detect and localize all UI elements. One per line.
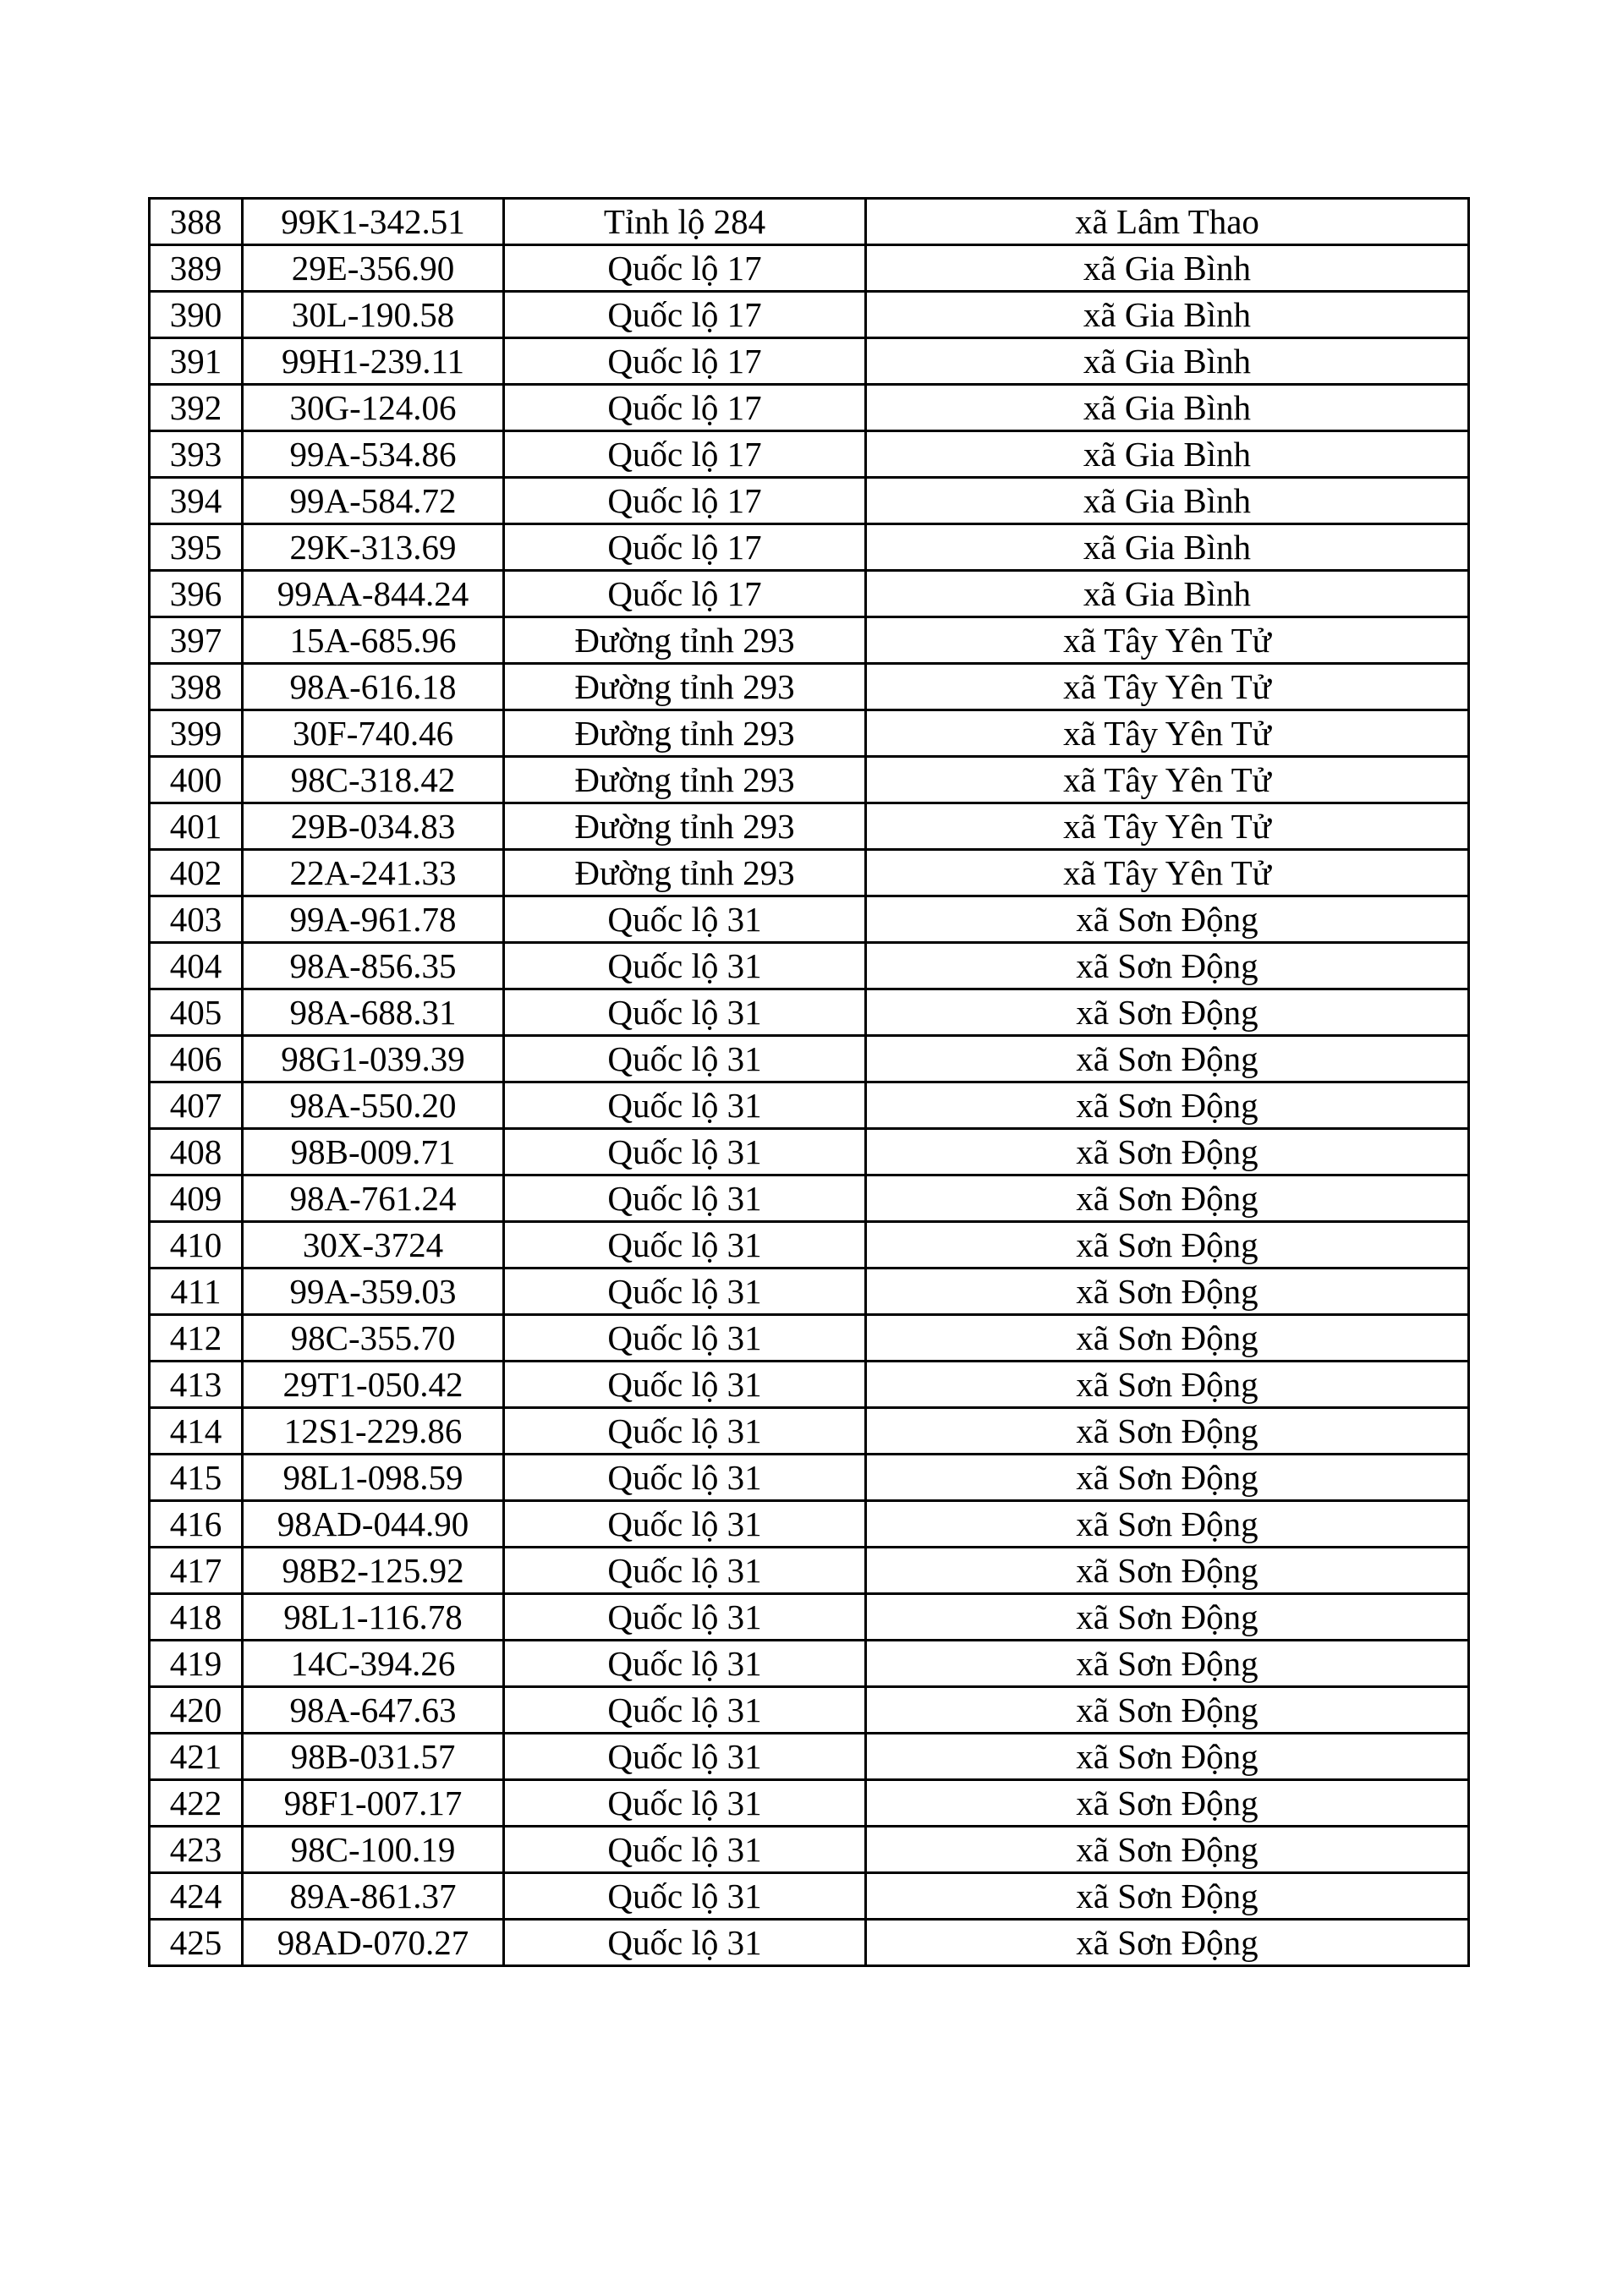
location-cell: xã Sơn Động [866,1362,1469,1408]
location-cell: xã Tây Yên Tử [866,803,1469,850]
row-number-cell: 397 [150,617,243,664]
license-plate-cell: 99A-359.03 [243,1269,504,1315]
row-number-cell: 408 [150,1129,243,1175]
location-cell: xã Tây Yên Tử [866,850,1469,896]
license-plate-cell: 29K-313.69 [243,524,504,571]
license-plate-cell: 89A-861.37 [243,1873,504,1920]
license-plate-cell: 12S1-229.86 [243,1408,504,1455]
license-plate-cell: 30F-740.46 [243,710,504,757]
road-cell: Quốc lộ 31 [504,1873,866,1920]
table-row [150,850,1469,896]
road-cell: Quốc lộ 17 [504,478,866,524]
license-plate-cell: 98G1-039.39 [243,1036,504,1082]
road-cell: Quốc lộ 31 [504,1920,866,1966]
road-cell: Quốc lộ 31 [504,1222,866,1269]
table-row [150,524,1469,571]
license-plate-cell: 98AD-070.27 [243,1920,504,1966]
location-cell: xã Sơn Động [866,1082,1469,1129]
location-cell: xã Sơn Động [866,1641,1469,1687]
row-number-cell: 415 [150,1455,243,1501]
road-cell: Quốc lộ 17 [504,571,866,617]
license-plate-cell: 29E-356.90 [243,245,504,292]
road-cell: Quốc lộ 31 [504,1269,866,1315]
road-cell: Quốc lộ 31 [504,1175,866,1222]
location-cell: xã Sơn Động [866,1222,1469,1269]
license-plate-cell: 98A-688.31 [243,989,504,1036]
row-number-cell: 389 [150,245,243,292]
location-cell: xã Sơn Động [866,1920,1469,1966]
row-number-cell: 411 [150,1269,243,1315]
road-cell: Quốc lộ 31 [504,896,866,943]
location-cell: xã Sơn Động [866,1129,1469,1175]
license-plate-cell: 98A-550.20 [243,1082,504,1129]
table-row [150,1036,1469,1082]
location-cell: xã Gia Bình [866,431,1469,478]
license-plate-cell: 99A-584.72 [243,478,504,524]
table-row [150,617,1469,664]
table-row [150,1362,1469,1408]
location-cell: xã Sơn Động [866,1501,1469,1548]
table-row [150,1780,1469,1827]
table-row [150,1455,1469,1501]
table-row [150,1920,1469,1966]
row-number-cell: 419 [150,1641,243,1687]
table-row [150,803,1469,850]
license-plate-cell: 14C-394.26 [243,1641,504,1687]
row-number-cell: 390 [150,292,243,338]
license-plate-cell: 99A-534.86 [243,431,504,478]
table-row [150,245,1469,292]
location-cell: xã Sơn Động [866,943,1469,989]
table-row [150,1269,1469,1315]
row-number-cell: 395 [150,524,243,571]
location-cell: xã Gia Bình [866,292,1469,338]
road-cell: Quốc lộ 31 [504,1780,866,1827]
road-cell: Quốc lộ 17 [504,292,866,338]
location-cell: xã Lâm Thao [866,199,1469,245]
row-number-cell: 412 [150,1315,243,1362]
location-cell: xã Sơn Động [866,1827,1469,1873]
row-number-cell: 425 [150,1920,243,1966]
row-number-cell: 393 [150,431,243,478]
table-row [150,1594,1469,1641]
table-row [150,431,1469,478]
road-cell: Đường tỉnh 293 [504,850,866,896]
license-plate-cell: 22A-241.33 [243,850,504,896]
row-number-cell: 400 [150,757,243,803]
license-plate-cell: 98C-355.70 [243,1315,504,1362]
road-cell: Quốc lộ 31 [504,1408,866,1455]
location-cell: xã Sơn Động [866,1036,1469,1082]
row-number-cell: 413 [150,1362,243,1408]
license-plate-cell: 98AD-044.90 [243,1501,504,1548]
location-cell: xã Sơn Động [866,1687,1469,1734]
road-cell: Tỉnh lộ 284 [504,199,866,245]
table-row [150,385,1469,431]
license-plate-cell: 30G-124.06 [243,385,504,431]
table-row [150,1734,1469,1780]
table-row [150,1175,1469,1222]
road-cell: Quốc lộ 31 [504,1594,866,1641]
license-plate-cell: 98C-100.19 [243,1827,504,1873]
table-row [150,1548,1469,1594]
table-row [150,571,1469,617]
row-number-cell: 422 [150,1780,243,1827]
location-cell: xã Sơn Động [866,1734,1469,1780]
table-row [150,664,1469,710]
road-cell: Quốc lộ 31 [504,1548,866,1594]
row-number-cell: 391 [150,338,243,385]
road-cell: Quốc lộ 31 [504,1687,866,1734]
road-cell: Đường tỉnh 293 [504,664,866,710]
table-row [150,1408,1469,1455]
table-row [150,1129,1469,1175]
row-number-cell: 401 [150,803,243,850]
table-row [150,989,1469,1036]
table-row [150,1082,1469,1129]
road-cell: Quốc lộ 31 [504,1501,866,1548]
location-cell: xã Gia Bình [866,338,1469,385]
road-cell: Quốc lộ 31 [504,989,866,1036]
table-row [150,1873,1469,1920]
license-plate-cell: 98L1-116.78 [243,1594,504,1641]
table-row [150,943,1469,989]
row-number-cell: 423 [150,1827,243,1873]
row-number-cell: 417 [150,1548,243,1594]
location-cell: xã Tây Yên Tử [866,664,1469,710]
license-plate-cell: 98A-856.35 [243,943,504,989]
location-cell: xã Gia Bình [866,524,1469,571]
table-row [150,1687,1469,1734]
location-cell: xã Gia Bình [866,478,1469,524]
row-number-cell: 404 [150,943,243,989]
license-plate-cell: 98A-647.63 [243,1687,504,1734]
row-number-cell: 403 [150,896,243,943]
row-number-cell: 398 [150,664,243,710]
road-cell: Quốc lộ 31 [504,1455,866,1501]
license-plate-cell: 30L-190.58 [243,292,504,338]
location-cell: xã Sơn Động [866,1594,1469,1641]
row-number-cell: 388 [150,199,243,245]
road-cell: Quốc lộ 31 [504,1641,866,1687]
road-cell: Quốc lộ 31 [504,1827,866,1873]
road-cell: Quốc lộ 31 [504,1036,866,1082]
license-plate-cell: 99K1-342.51 [243,199,504,245]
location-cell: xã Sơn Động [866,1408,1469,1455]
table-body [150,199,1469,1966]
road-cell: Quốc lộ 17 [504,524,866,571]
row-number-cell: 418 [150,1594,243,1641]
row-number-cell: 424 [150,1873,243,1920]
row-number-cell: 396 [150,571,243,617]
location-cell: xã Gia Bình [866,245,1469,292]
row-number-cell: 392 [150,385,243,431]
location-cell: xã Tây Yên Tử [866,617,1469,664]
location-cell: xã Sơn Động [866,1548,1469,1594]
road-cell: Đường tỉnh 293 [504,803,866,850]
row-number-cell: 421 [150,1734,243,1780]
location-cell: xã Sơn Động [866,1269,1469,1315]
road-cell: Quốc lộ 17 [504,245,866,292]
table-row [150,292,1469,338]
table-row [150,896,1469,943]
location-cell: xã Sơn Động [866,1315,1469,1362]
license-plate-cell: 99A-961.78 [243,896,504,943]
row-number-cell: 409 [150,1175,243,1222]
table-row [150,710,1469,757]
license-plate-cell: 98A-761.24 [243,1175,504,1222]
license-plate-cell: 29B-034.83 [243,803,504,850]
license-plate-cell: 98B2-125.92 [243,1548,504,1594]
location-cell: xã Sơn Động [866,1873,1469,1920]
location-cell: xã Sơn Động [866,1455,1469,1501]
road-cell: Đường tỉnh 293 [504,757,866,803]
table-row [150,757,1469,803]
road-cell: Quốc lộ 31 [504,1734,866,1780]
road-cell: Quốc lộ 31 [504,943,866,989]
road-cell: Quốc lộ 31 [504,1315,866,1362]
road-cell: Đường tỉnh 293 [504,710,866,757]
road-cell: Quốc lộ 31 [504,1362,866,1408]
location-cell: xã Sơn Động [866,896,1469,943]
road-cell: Quốc lộ 17 [504,431,866,478]
road-cell: Quốc lộ 17 [504,385,866,431]
license-plate-cell: 99H1-239.11 [243,338,504,385]
license-plate-cell: 98B-009.71 [243,1129,504,1175]
license-plate-cell: 98F1-007.17 [243,1780,504,1827]
table-row [150,478,1469,524]
location-cell: xã Tây Yên Tử [866,710,1469,757]
license-plate-cell: 29T1-050.42 [243,1362,504,1408]
road-cell: Quốc lộ 17 [504,338,866,385]
license-plate-cell: 30X-3724 [243,1222,504,1269]
location-cell: xã Sơn Động [866,1780,1469,1827]
row-number-cell: 406 [150,1036,243,1082]
license-plate-cell: 99AA-844.24 [243,571,504,617]
road-cell: Quốc lộ 31 [504,1082,866,1129]
location-cell: xã Gia Bình [866,571,1469,617]
violations-table [148,197,1470,1967]
row-number-cell: 405 [150,989,243,1036]
row-number-cell: 420 [150,1687,243,1734]
license-plate-cell: 15A-685.96 [243,617,504,664]
road-cell: Quốc lộ 31 [504,1129,866,1175]
table-row [150,1641,1469,1687]
row-number-cell: 416 [150,1501,243,1548]
row-number-cell: 394 [150,478,243,524]
row-number-cell: 414 [150,1408,243,1455]
table-row [150,1827,1469,1873]
row-number-cell: 399 [150,710,243,757]
location-cell: xã Sơn Động [866,1175,1469,1222]
table-row [150,338,1469,385]
license-plate-cell: 98A-616.18 [243,664,504,710]
row-number-cell: 410 [150,1222,243,1269]
table-row [150,1222,1469,1269]
license-plate-cell: 98C-318.42 [243,757,504,803]
location-cell: xã Gia Bình [866,385,1469,431]
license-plate-cell: 98B-031.57 [243,1734,504,1780]
location-cell: xã Sơn Động [866,989,1469,1036]
row-number-cell: 407 [150,1082,243,1129]
road-cell: Đường tỉnh 293 [504,617,866,664]
row-number-cell: 402 [150,850,243,896]
table-row [150,1315,1469,1362]
license-plate-cell: 98L1-098.59 [243,1455,504,1501]
location-cell: xã Tây Yên Tử [866,757,1469,803]
table-row [150,199,1469,245]
table-row [150,1501,1469,1548]
